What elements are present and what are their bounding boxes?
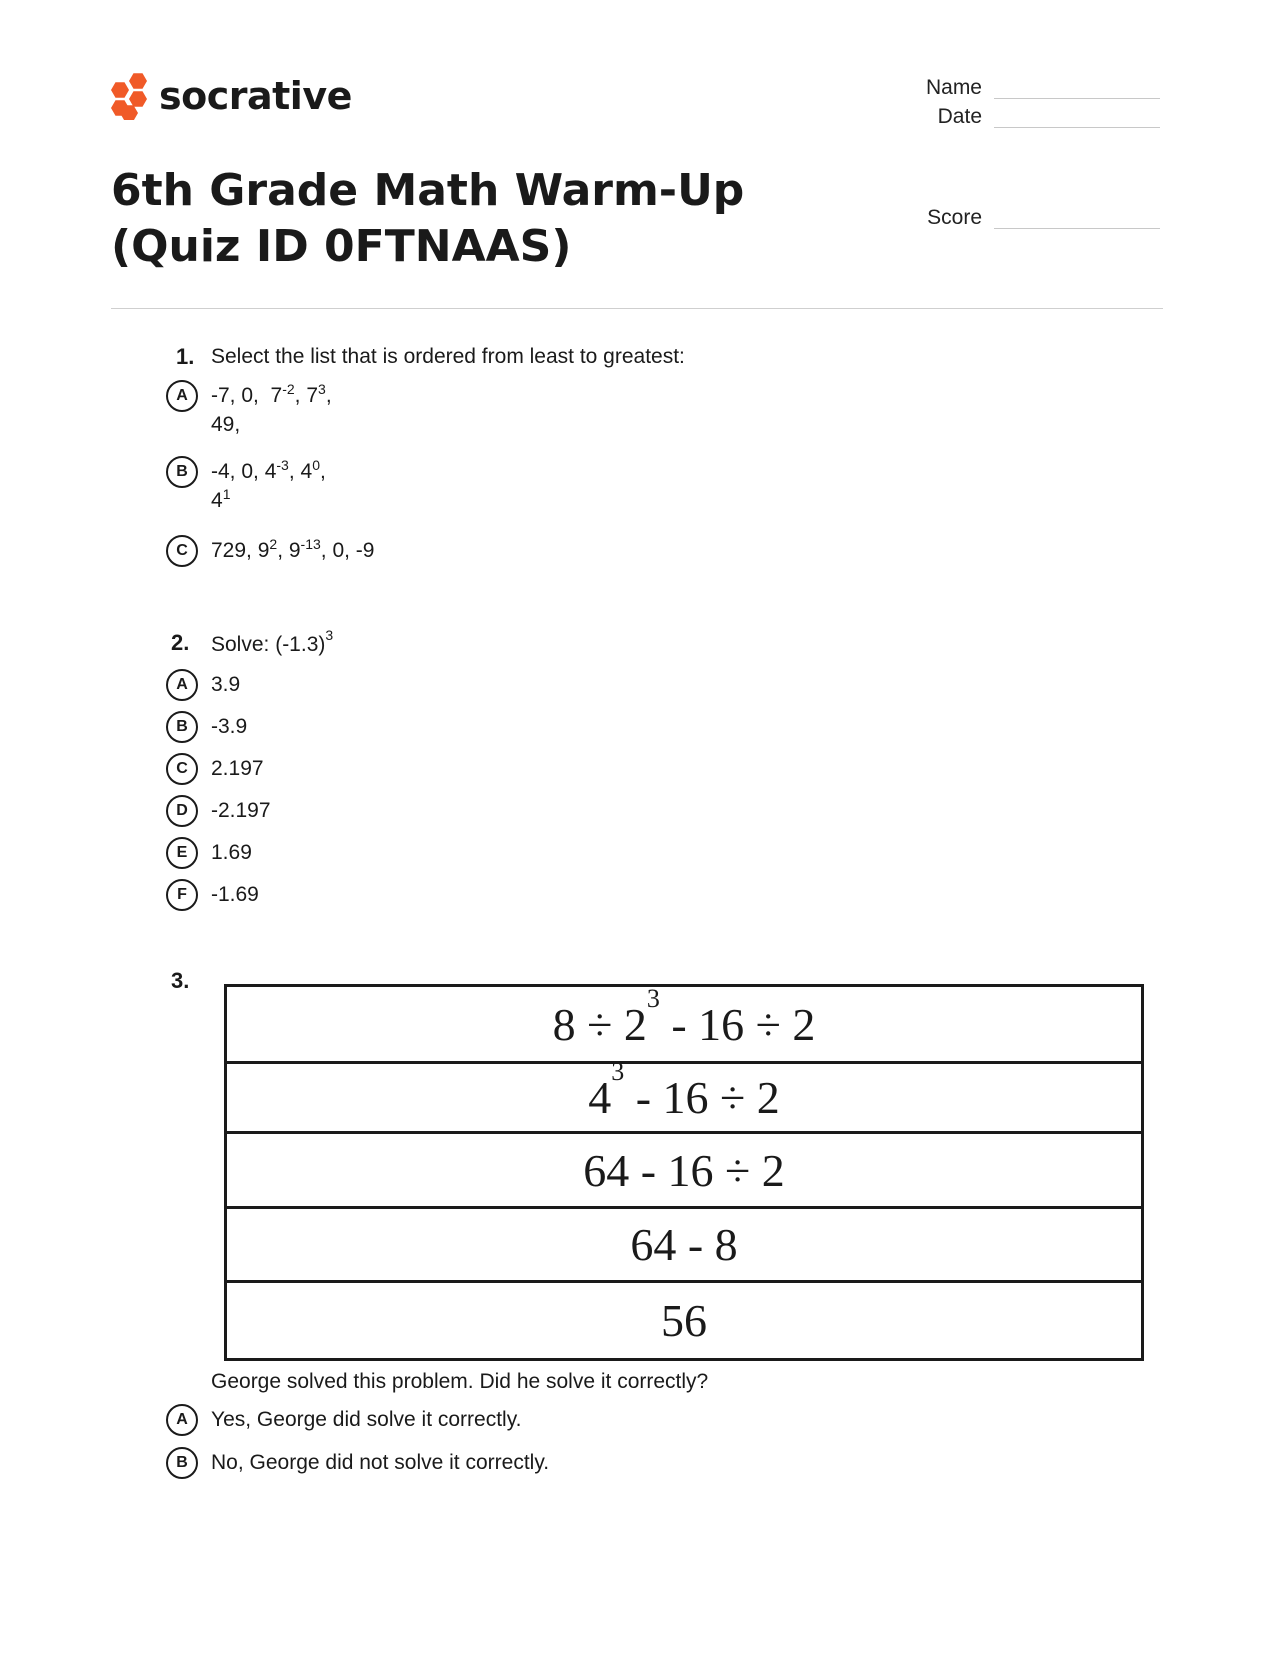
step-row [226,1208,1143,1282]
option-letter-circle[interactable]: F [166,879,198,911]
page-title: 6th Grade Math Warm-Up (Quiz ID 0FTNAAS) [111,165,745,272]
option-letter-circle[interactable]: C [166,535,198,567]
option-letter-circle[interactable]: A [166,669,198,701]
option-text: -2.197 [211,799,271,822]
brand-name: socrative [159,74,352,118]
option-text: 729, $9^2$, $9^{-13}$, 0, -9 [211,536,375,562]
name-field[interactable] [880,76,1160,106]
step-row [226,1133,1143,1208]
question-2-expression: Solve: (-1.3) [211,633,326,656]
name-line[interactable] [994,98,1160,99]
option-text: No, George did not solve it correctly. [211,1451,550,1474]
step-cell: 56 [226,1282,1143,1360]
step-row [226,1063,1143,1133]
header-divider [111,308,1163,309]
option-letter-circle[interactable]: A [166,380,198,412]
score-label: Score [927,206,982,229]
date-label: Date [937,105,982,128]
step-cell: 64 - 16 ÷ 2 [226,1133,1143,1208]
option-text: -4, 0, $4^{-3}$, $4^0$, $4^1$ [211,457,326,512]
question-3-number: 3. [171,968,190,993]
logo-hexagon [111,82,129,98]
option-text: 1.69 [211,841,252,864]
date-field[interactable] [880,105,1160,135]
option-text: 2.197 [211,757,264,780]
option-letter-circle[interactable]: B [166,1447,198,1479]
date-line[interactable] [994,127,1160,128]
logo-hexagon [129,73,147,89]
option-letter-circle[interactable]: B [166,456,198,488]
option-text: Yes, George did solve it correctly. [211,1408,522,1431]
logo-hexagon [129,91,147,107]
option-text: -3.9 [211,715,248,738]
socrative-logo-icon [111,72,149,120]
option-text: -7, 0, $7^{-2}$, $7^3$, 49, [211,381,332,436]
question-3-text: George solved this problem. Did he solve it correctly? [211,1370,709,1393]
option-letter-circle[interactable]: E [166,837,198,869]
name-label: Name [925,76,982,99]
option-text: 3.9 [211,673,241,696]
option-letter-circle[interactable]: B [166,711,198,743]
step-cell: 64 - 8 [226,1208,1143,1282]
worked-solution-table [224,984,1144,1361]
step-row [226,1282,1143,1360]
brand-logo [111,72,352,120]
option-letter-circle[interactable]: D [166,795,198,827]
option-letter-circle[interactable]: C [166,753,198,785]
question-2-number: 2. [171,630,190,655]
score-field[interactable] [880,206,1160,236]
option-letter-circle[interactable]: A [166,1404,198,1436]
step-cell: $8 \div 2^3 - 16 \div 2$ [226,986,1143,1063]
question-2-exponent: 3 [325,627,334,643]
option-text: -1.69 [211,883,259,906]
step-row [226,986,1143,1063]
question-1-text: Select the list that is ordered from least to greatest: [211,345,685,368]
question-2-text [211,627,334,657]
score-line[interactable] [994,228,1160,229]
step-cell: $4^3 - 16 \div 2$ [226,1063,1143,1133]
question-1-number: 1. [176,344,195,369]
